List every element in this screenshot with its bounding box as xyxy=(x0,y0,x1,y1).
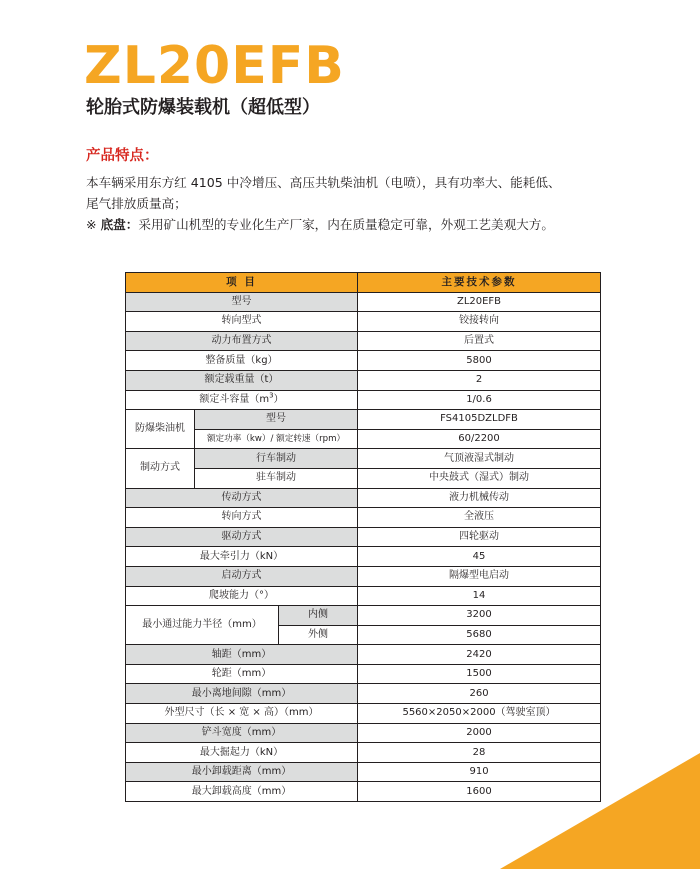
row-value: 260 xyxy=(358,684,601,704)
table-row xyxy=(126,508,601,528)
row-value: 5800 xyxy=(358,351,601,371)
table-row xyxy=(126,449,601,469)
row-label: 转向型式 xyxy=(126,312,358,332)
table-row xyxy=(126,312,601,332)
table-row xyxy=(126,429,601,449)
row-label: 外侧 xyxy=(279,625,358,645)
table-row xyxy=(126,331,601,351)
label-text: 额定斗容量（m xyxy=(199,393,270,405)
corner-triangle xyxy=(500,753,700,869)
table-row xyxy=(126,566,601,586)
group-label: 最小通过能力半径（mm） xyxy=(126,606,279,645)
row-label: 最小卸载距离（mm） xyxy=(126,762,358,782)
row-label: 最大掘起力（kN） xyxy=(126,743,358,763)
feature-line: 尾气排放质量高； xyxy=(86,196,187,211)
header-item: 项 目 xyxy=(126,273,358,293)
table-row xyxy=(126,606,601,626)
chassis-label: 底盘： xyxy=(100,217,139,232)
row-value: 5680 xyxy=(358,625,601,645)
row-value: 2 xyxy=(358,370,601,390)
row-value: 1/0.6 xyxy=(358,390,601,410)
superscript: 3 xyxy=(269,391,274,400)
row-label: 轴距（mm） xyxy=(126,645,358,665)
row-label: 额定载重量（t） xyxy=(126,370,358,390)
row-label: 动力布置方式 xyxy=(126,331,358,351)
row-value: 2420 xyxy=(358,645,601,665)
product-title: ZL20EFB xyxy=(84,36,345,96)
table-row xyxy=(126,704,601,724)
feature-chassis xyxy=(86,214,626,235)
row-value: 60/2200 xyxy=(358,429,601,449)
table-row xyxy=(126,645,601,665)
row-value: 铰接转向 xyxy=(358,312,601,332)
row-label: 铲斗宽度（mm） xyxy=(126,723,358,743)
row-value: 2000 xyxy=(358,723,601,743)
row-value: 全液压 xyxy=(358,508,601,528)
corner-decoration xyxy=(500,753,700,869)
row-value: 45 xyxy=(358,547,601,567)
features-heading: 产品特点： xyxy=(86,148,159,164)
row-value: 液力机械传动 xyxy=(358,488,601,508)
table-row xyxy=(126,664,601,684)
feature-line: 本车辆采用东方红 4105 中冷增压、高压共轨柴油机（电喷），具有功率大、能耗低、 xyxy=(86,175,561,190)
row-value: ZL20EFB xyxy=(358,292,601,312)
row-value: 四轮驱动 xyxy=(358,527,601,547)
reference-mark: ※ xyxy=(86,217,101,232)
row-value: FS4105DZLDFB xyxy=(358,410,601,430)
row-label: 转向方式 xyxy=(126,508,358,528)
table-row xyxy=(126,390,601,410)
table-row xyxy=(126,370,601,390)
table-header xyxy=(126,273,601,293)
row-label: 型号 xyxy=(195,410,358,430)
chassis-text: 采用矿山机型的专业化生产厂家，内在质量稳定可靠，外观工艺美观大方。 xyxy=(138,217,554,232)
row-value: 1500 xyxy=(358,664,601,684)
spec-table xyxy=(125,272,601,802)
row-value: 气顶液湿式制动 xyxy=(358,449,601,469)
row-label: 驻车制动 xyxy=(195,468,358,488)
row-value: 1600 xyxy=(358,782,601,802)
product-subtitle: 轮胎式防爆装载机（超低型） xyxy=(86,97,320,118)
row-value: 5560×2050×2000（驾驶室顶） xyxy=(358,704,601,724)
row-label: 轮距（mm） xyxy=(126,664,358,684)
header-param: 主要技术参数 xyxy=(358,273,601,293)
table-row xyxy=(126,410,601,430)
table-row xyxy=(126,468,601,488)
row-label: 内侧 xyxy=(279,606,358,626)
group-label: 制动方式 xyxy=(126,449,195,488)
table-row xyxy=(126,547,601,567)
group-label: 防爆柴油机 xyxy=(126,410,195,449)
row-value: 中央鼓式（湿式）制动 xyxy=(358,468,601,488)
table-row xyxy=(126,586,601,606)
row-value: 后置式 xyxy=(358,331,601,351)
row-label: 外型尺寸（长 × 宽 × 高）（mm） xyxy=(126,704,358,724)
row-label: 驱动方式 xyxy=(126,527,358,547)
table-row xyxy=(126,684,601,704)
table-row xyxy=(126,292,601,312)
table-row xyxy=(126,527,601,547)
row-label: 最大牵引力（kN） xyxy=(126,547,358,567)
row-label: 型号 xyxy=(126,292,358,312)
table-row xyxy=(126,723,601,743)
label-end: ） xyxy=(273,393,284,405)
row-value: 隔爆型电启动 xyxy=(358,566,601,586)
row-value: 14 xyxy=(358,586,601,606)
row-label: 爬坡能力（°） xyxy=(126,586,358,606)
row-label: 整备质量（kg） xyxy=(126,351,358,371)
row-value: 3200 xyxy=(358,606,601,626)
table-row xyxy=(126,351,601,371)
row-label: 传动方式 xyxy=(126,488,358,508)
row-label: 行车制动 xyxy=(195,449,358,469)
row-label: 启动方式 xyxy=(126,566,358,586)
row-value: 28 xyxy=(358,743,601,763)
row-label xyxy=(126,390,358,410)
table-row xyxy=(126,488,601,508)
row-label: 额定功率（kw）/ 额定转速（rpm） xyxy=(195,429,358,449)
row-label: 最小离地间隙（mm） xyxy=(126,684,358,704)
row-label: 最大卸载高度（mm） xyxy=(126,782,358,802)
features-text xyxy=(86,172,626,235)
row-value: 910 xyxy=(358,762,601,782)
